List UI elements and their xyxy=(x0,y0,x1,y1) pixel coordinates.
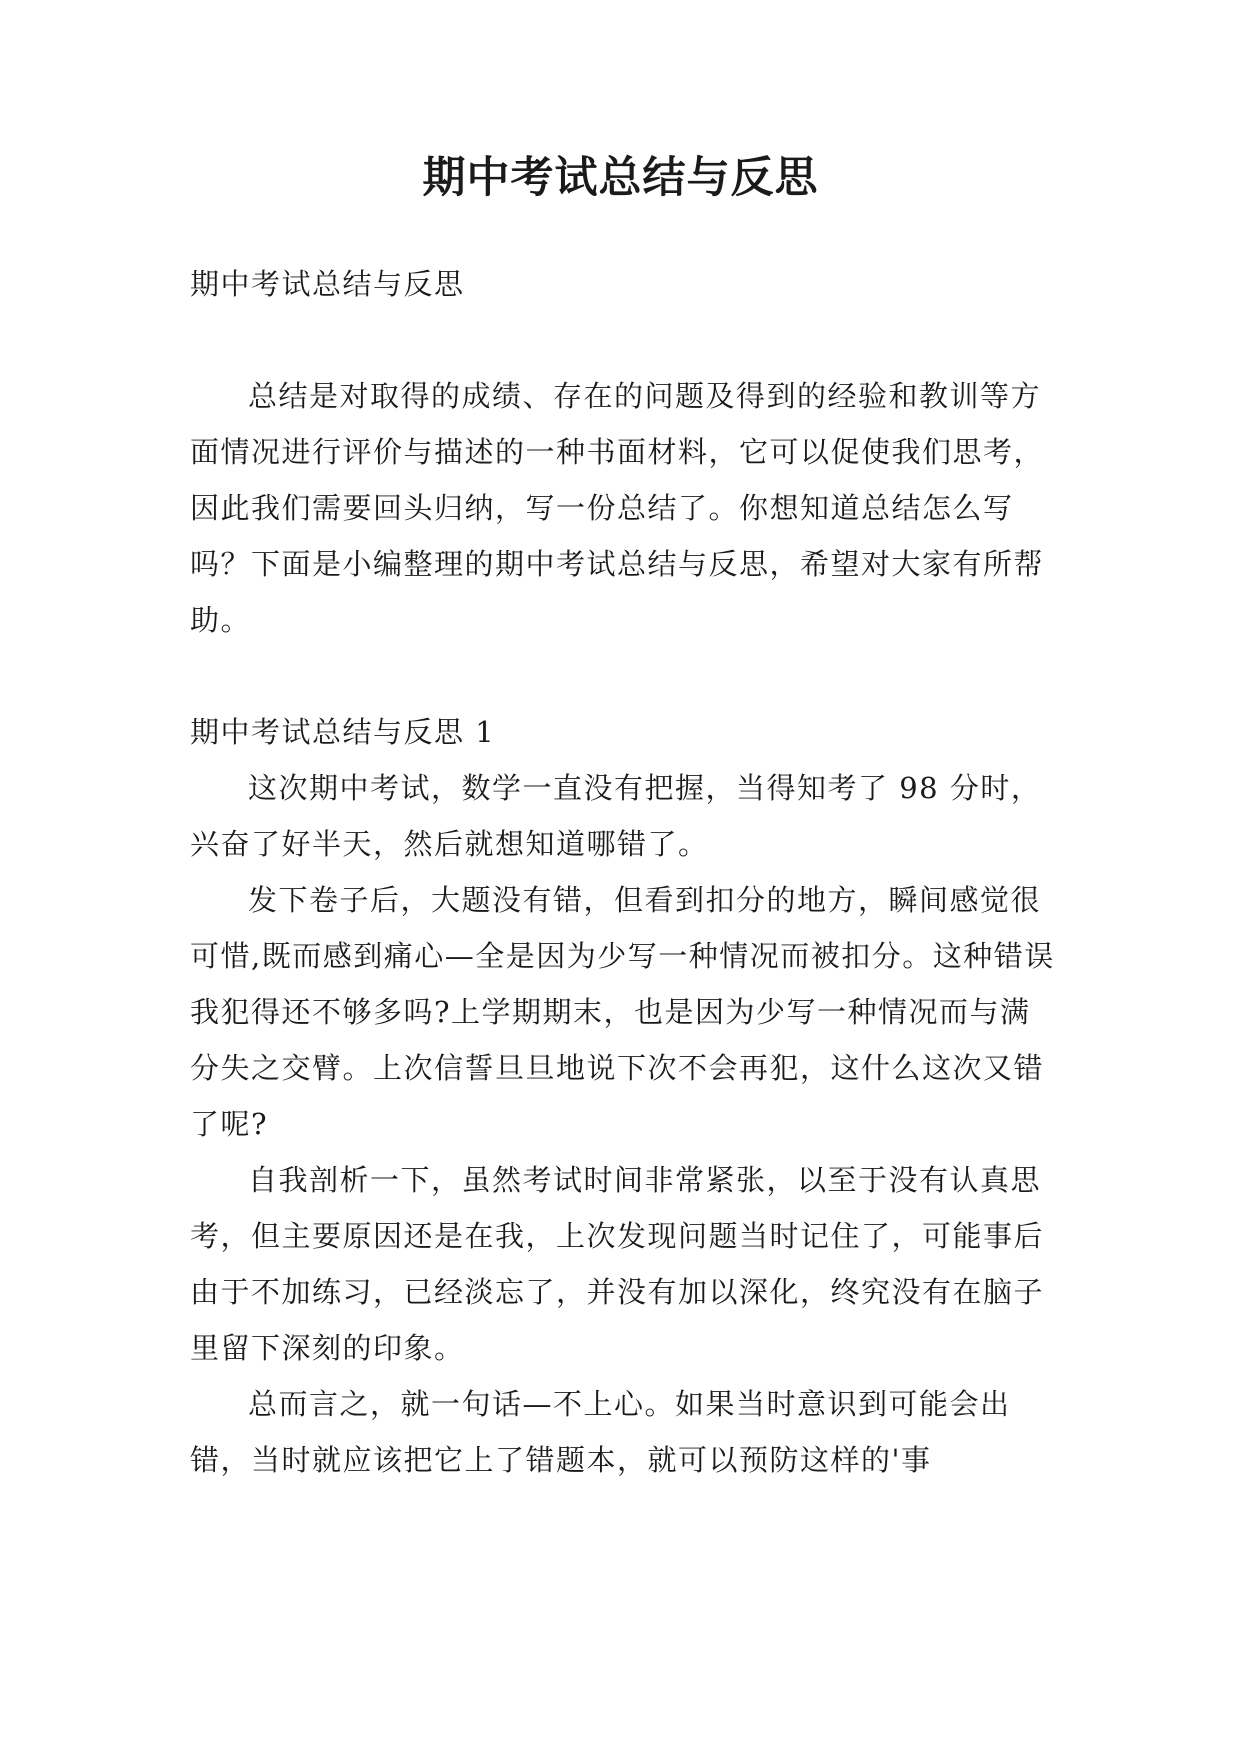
body-paragraph: 发下卷子后，大题没有错，但看到扣分的地方，瞬间感觉很可惜,既而感到痛心—全是因为少写一种情况而被扣分。这种错误我犯得还不够多吗?上学期期末，也是因为少写一种情况而与满分失之交臂。上次信誓旦旦地说下次不会再犯，这什么这次又错了呢? xyxy=(190,883,1055,1141)
document-title: 期中考试总结与反思 xyxy=(422,153,819,203)
body-paragraph: 总而言之，就一句话—不上心。如果当时意识到可能会出错，当时就应该把它上了错题本，就可以预防这样的'事 xyxy=(190,1387,1011,1477)
subtitle: 期中考试总结与反思 xyxy=(190,267,465,301)
intro-paragraph: 总结是对取得的成绩、存在的问题及得到的经验和教训等方面情况进行评价与描述的一种书面材料，它可以促使我们思考，因此我们需要回头归纳，写一份总结了。你想知道总结怎么写吗？下面是小编整理的期中考试总结与反思，希望对大家有所帮助。 xyxy=(190,379,1045,637)
section-heading: 期中考试总结与反思 1 xyxy=(190,715,496,749)
body-paragraph: 这次期中考试，数学一直没有把握，当得知考了 98 分时，兴奋了好半天，然后就想知道哪错了。 xyxy=(190,771,1042,861)
document-body xyxy=(190,256,1055,1488)
body-paragraph: 自我剖析一下，虽然考试时间非常紧张，以至于没有认真思考，但主要原因还是在我，上次发现问题当时记住了，可能事后由于不加练习，已经淡忘了，并没有加以深化，终究没有在脑子里留下深刻的印象。 xyxy=(190,1163,1045,1365)
